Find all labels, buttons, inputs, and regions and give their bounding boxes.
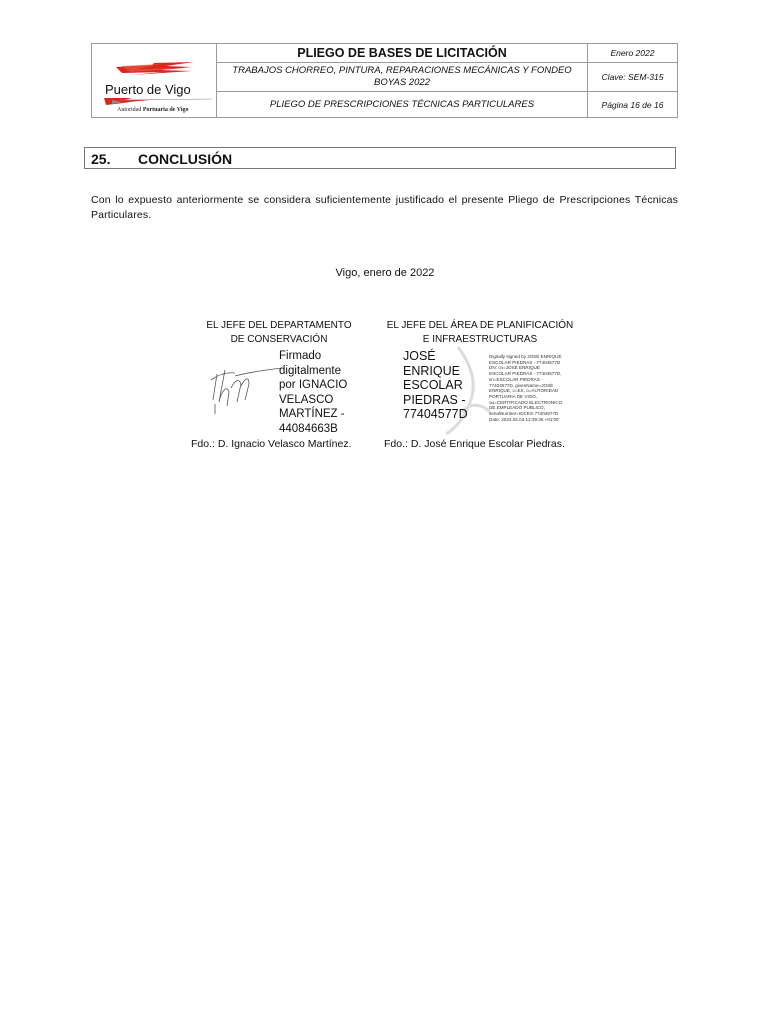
logo-wave-icon bbox=[92, 45, 216, 85]
right-signer-name: Fdo.: D. José Enrique Escolar Piedras. bbox=[384, 438, 565, 450]
right-signature-details: Digitally signed by JOSÉ ENRIQUE ESCOLAR PIEDRAS - 77404577D DN: cn=JOSÉ ENRIQUE ESCOLAR PIEDRAS - 77404577D, sn=ESCOLAR PIEDRAS - 77404577D, givenName=JOSÉ ENRIQUE, c=ES, o=AUTORIDAD PORTUARIA DE VIGO, ou=CERTIFICADO ELECTRONICO DE EMPLEADO PUBLICO, serialNumber=IDCES-77404577D Date: 2022.02.03 12:39:36 +01'00' bbox=[489, 354, 563, 422]
left-signer-title: EL JEFE DEL DEPARTAMENTO DE CONSERVACIÓN bbox=[206, 320, 352, 345]
section-title: CONCLUSIÓN bbox=[138, 151, 233, 167]
logo-cell bbox=[92, 44, 217, 118]
handwritten-signature bbox=[205, 362, 285, 417]
right-signer-title: EL JEFE DEL ÁREA DE PLANIFICACIÓN E INFRAESTRUCTURAS bbox=[386, 320, 574, 345]
logo-name: Puerto de Vigo bbox=[105, 81, 191, 97]
logo-authority: Autoridad Portuaria de Vigo bbox=[117, 106, 189, 113]
document-date: Enero 2022 bbox=[588, 44, 678, 63]
right-digital-signature: JOSÉ ENRIQUE ESCOLAR PIEDRAS - 77404577D bbox=[403, 349, 468, 421]
page-number: Página 16 de 16 bbox=[588, 92, 678, 118]
document-title: PLIEGO DE BASES DE LICITACIÓN bbox=[217, 44, 588, 63]
document-header bbox=[91, 43, 678, 118]
left-signer-name: Fdo.: D. Ignacio Velasco Martínez. bbox=[191, 438, 352, 450]
body-paragraph: Con lo expuesto anteriormente se considera suficientemente justificado el presente Pliego de Prescripciones Técnicas Particulares. bbox=[91, 194, 678, 221]
document-subtitle: TRABAJOS CHORREO, PINTURA, REPARACIONES MECÁNICAS Y FONDEO BOYAS 2022 bbox=[217, 63, 588, 92]
document-clave: Clave: SEM-315 bbox=[588, 63, 678, 92]
left-digital-signature: Firmado digitalmente por IGNACIO VELASCO MARTÍNEZ - 44084663B bbox=[279, 350, 348, 435]
section-number: 25. bbox=[91, 151, 111, 167]
section-heading bbox=[84, 147, 676, 169]
puerto-de-vigo-logo bbox=[92, 45, 216, 117]
document-subtitle-2: PLIEGO DE PRESCRIPCIONES TÉCNICAS PARTICULARES bbox=[217, 92, 588, 118]
place-date: Vigo, enero de 2022 bbox=[335, 267, 435, 279]
